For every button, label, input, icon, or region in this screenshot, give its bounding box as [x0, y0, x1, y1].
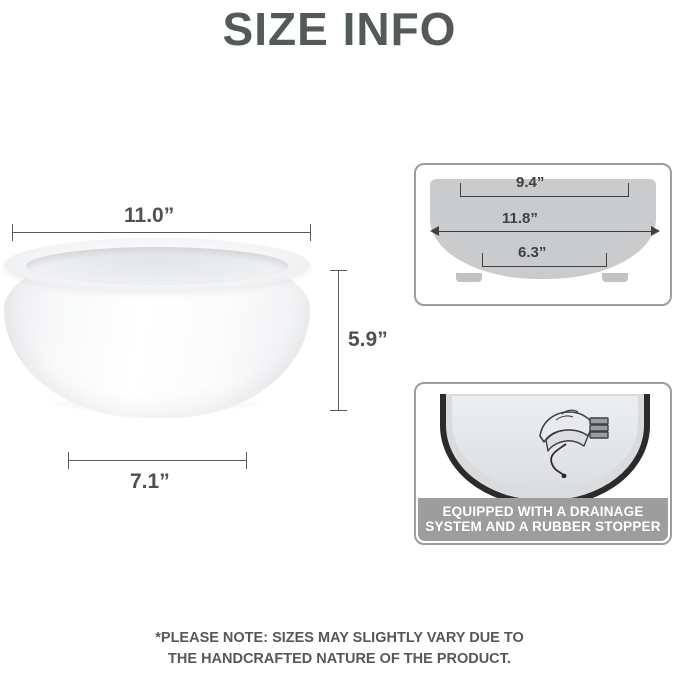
- main-product-illustration: [0, 200, 400, 520]
- top-width-dimension-line: [12, 232, 310, 233]
- height-dimension-line: [338, 270, 339, 410]
- outer-top-arrow-left: [430, 226, 439, 236]
- inner-depth-tick-left: [482, 253, 483, 267]
- inner-top-dimension-line: [460, 196, 628, 197]
- drainage-caption-line-2: SYSTEM AND A RUBBER STOPPER: [425, 519, 661, 534]
- footnote-line-2: THE HANDCRAFTED NATURE OF THE PRODUCT.: [168, 651, 511, 667]
- base-width-tick-left: [68, 452, 69, 469]
- drainage-caption-line-1: EQUIPPED WITH A DRAINAGE: [442, 504, 644, 519]
- drainage-stopper-cord-icon: [544, 442, 570, 478]
- inner-top-tick-left: [460, 183, 461, 197]
- drainage-caption: [418, 498, 668, 541]
- top-width-tick-right: [310, 224, 311, 241]
- inner-depth-width-label: 6.3”: [518, 244, 547, 261]
- height-tick-bottom: [330, 410, 347, 411]
- bowl-interior: [26, 247, 288, 285]
- footnote: [0, 628, 679, 670]
- footnote-line-1: *PLEASE NOTE: SIZES MAY SLIGHTLY VARY DUE TO: [155, 630, 524, 646]
- outer-top-arrow-right: [651, 226, 660, 236]
- drainage-panel: [414, 382, 672, 545]
- height-label: 5.9”: [348, 328, 388, 351]
- inner-depth-dimension-line: [482, 266, 606, 267]
- base-width-label: 7.1”: [130, 470, 170, 493]
- outer-top-dimension-line: [436, 231, 654, 232]
- cross-section-panel: [414, 163, 672, 306]
- cross-section-foot-left: [456, 273, 482, 282]
- top-width-label: 11.0”: [124, 204, 175, 227]
- inner-top-width-label: 9.4”: [516, 174, 545, 191]
- outer-top-width-label: 11.8”: [502, 210, 538, 227]
- top-width-tick-left: [12, 224, 13, 241]
- cross-section-foot-right: [602, 273, 628, 282]
- base-width-dimension-line: [68, 460, 246, 461]
- height-tick-top: [330, 270, 347, 271]
- inner-top-tick-right: [628, 183, 629, 197]
- base-width-tick-right: [246, 452, 247, 469]
- page-title: SIZE INFO: [222, 3, 457, 55]
- inner-depth-tick-right: [606, 253, 607, 267]
- cross-section-body: [430, 179, 656, 279]
